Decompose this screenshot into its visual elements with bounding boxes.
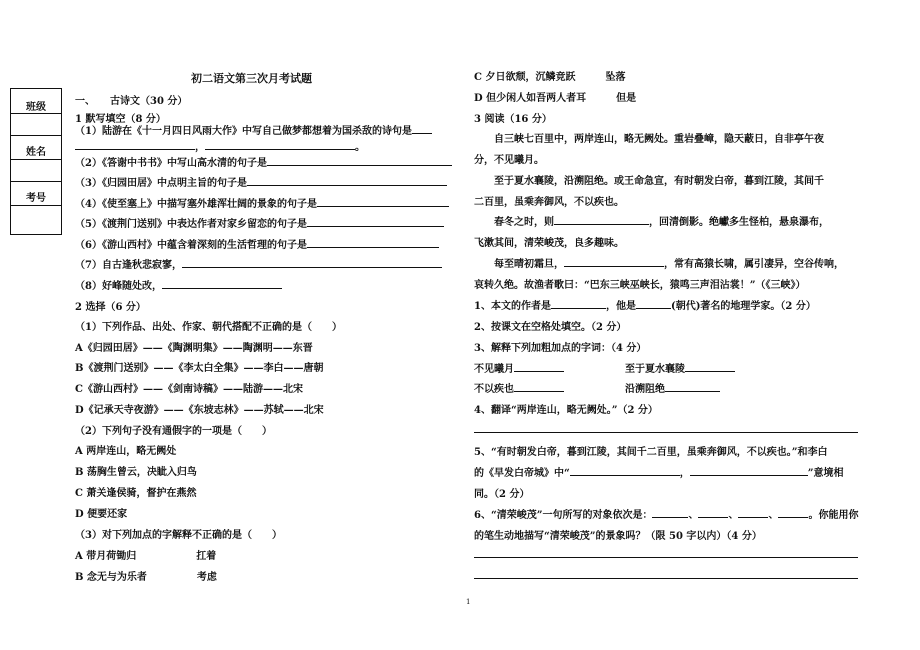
- reading-q6-pre: 6、“清荣峻茂”一句所写的对象依次是：: [474, 510, 653, 521]
- question-3-heading: 3 阅读（16 分）: [474, 114, 552, 125]
- question-1-5: [75, 215, 444, 230]
- answer-blank[interactable]: [551, 297, 606, 309]
- name-field-divider: [11, 181, 61, 182]
- passage-p1-line1: 自三峡七百里中，两岸连山，略无阙处。重岩叠嶂，隐天蔽日，自非亭午夜: [494, 134, 824, 145]
- passage-p4-line1: [494, 255, 844, 270]
- reading-question-1: [474, 297, 816, 312]
- reading-q5-pre: 的《早发白帝城》中“: [474, 468, 570, 479]
- reading-q6-post: 。你能用你: [808, 510, 859, 521]
- answer-line[interactable]: [474, 557, 858, 558]
- answer-blank[interactable]: [564, 255, 664, 267]
- student-info-table: [10, 88, 62, 235]
- question-1-2: [75, 154, 452, 169]
- question-1-2-text: （2）《答谢中书书》中写山高水清的句子是: [75, 158, 267, 169]
- reading-question-5-line3: 同。（2 分）: [474, 489, 530, 500]
- reading-question-5-line2: 的《早发白帝城》中“ ， ”意境相: [474, 464, 844, 479]
- answer-blank[interactable]: [652, 506, 688, 518]
- reading-q3-d-text: 沿溯阻绝: [625, 384, 665, 395]
- question-1-1-cont: ， 。: [75, 138, 365, 153]
- question-2-1: （1）下列作品、出处、作家、朝代搭配不正确的是（ ）: [75, 322, 342, 333]
- reading-q3-b-text: 至于夏水襄陵: [625, 364, 685, 375]
- answer-blank[interactable]: [247, 174, 447, 186]
- page-number: 1: [466, 598, 471, 606]
- answer-blank[interactable]: [412, 122, 432, 134]
- option-2-2-c: C 萧关逢侯骑，督护在燕然: [75, 488, 197, 499]
- answer-blank[interactable]: [75, 138, 195, 150]
- question-1-7: [75, 256, 442, 271]
- option-2-1-d: D《记承天寺夜游》——《东坡志林》——苏轼——北宋: [75, 405, 324, 416]
- answer-blank[interactable]: [307, 215, 444, 227]
- question-1-8-text: （8）好峰随处改，: [75, 281, 162, 292]
- reading-question-2: 2、按课文在空格处填空。（2 分）: [474, 322, 627, 333]
- section-1-heading: 一、 古诗文（30 分）: [75, 96, 188, 107]
- passage-p3-post: ，回清倒影。绝巘多生怪柏，悬泉瀑布，: [649, 217, 829, 228]
- answer-blank[interactable]: [665, 380, 720, 392]
- reading-q1-text-b: ，他是: [605, 301, 636, 312]
- answer-blank[interactable]: [690, 464, 808, 476]
- question-1-4: [75, 195, 449, 210]
- reading-question-6-line2: 的笔生动地描写“清荣峻茂”的景象吗？（限 50 字以内）（4 分）: [474, 531, 762, 542]
- reading-q3-a-text: 不见曦月: [474, 364, 514, 375]
- option-2-3-d: D 但少闲人如吾两人者耳 但是: [474, 93, 637, 104]
- page-title: 初二语文第三次月考试题: [191, 72, 312, 85]
- answer-blank[interactable]: [162, 277, 282, 289]
- reading-q3-item-c: [474, 380, 564, 395]
- reading-q3-item-b: [625, 360, 735, 375]
- answer-blank[interactable]: [778, 506, 808, 518]
- passage-p2-line1: 至于夏水襄陵，沿溯阻绝。或王命急宣，有时朝发白帝，暮到江陵，其间千: [494, 176, 824, 187]
- passage-p4-line2: 哀转久绝。故渔者歌曰：“巴东三峡巫峡长，猿鸣三声泪沾裳！”（《三峡》）: [474, 280, 806, 291]
- question-1-heading: 1 默写填空（8 分）: [75, 114, 166, 125]
- option-2-1-c: C《游山西村》——《剑南诗稿》——陆游——北宋: [75, 384, 303, 395]
- reading-q5-post: ”意境相: [807, 468, 844, 479]
- answer-line[interactable]: [474, 578, 858, 579]
- question-1-6: [75, 236, 439, 251]
- reading-q3-c-text: 不以疾也: [474, 384, 514, 395]
- answer-blank[interactable]: [205, 138, 355, 150]
- option-2-1-a: A《归园田居》——《陶渊明集》——陶渊明——东晋: [75, 343, 313, 354]
- reading-q3-item-d: [625, 380, 720, 395]
- passage-p3-pre: 春冬之时，则: [494, 217, 554, 228]
- answer-blank[interactable]: [182, 256, 442, 268]
- answer-blank[interactable]: [698, 506, 728, 518]
- passage-p2-line2: 二百里，虽乘奔御风，不以疾也。: [474, 197, 624, 208]
- question-1-1: [75, 122, 432, 137]
- option-2-3-b: B 念无与为乐者 考虑: [75, 572, 217, 583]
- option-2-3-c: C 夕日欲颓，沉鳞竞跃 坠落: [474, 72, 626, 83]
- question-2-heading: 2 选择（6 分）: [75, 302, 146, 313]
- option-2-3-a: A 带月荷锄归 扛着: [75, 551, 217, 562]
- question-1-3: [75, 174, 447, 189]
- reading-q1-text-a: 1、本文的作者是: [474, 301, 551, 312]
- answer-blank[interactable]: [554, 213, 649, 225]
- class-divider: [11, 113, 61, 114]
- option-2-2-d: D 便要还家: [75, 509, 128, 520]
- answer-line[interactable]: [474, 432, 858, 433]
- answer-blank[interactable]: [317, 195, 449, 207]
- question-1-3-text: （3）《归园田居》中点明主旨的句子是: [75, 178, 247, 189]
- option-2-2-b: B 荡胸生曾云，决眦入归鸟: [75, 467, 197, 478]
- answer-blank[interactable]: [514, 380, 564, 392]
- answer-blank[interactable]: [514, 360, 564, 372]
- question-1-5-text: （5）《渡荆门送别》中表达作者对家乡留恋的句子是: [75, 219, 307, 230]
- passage-p3-line2: 飞漱其间，清荣峻茂，良多趣味。: [474, 238, 624, 249]
- question-2-2: （2）下列句子没有通假字的一项是（ ）: [75, 426, 272, 437]
- exam-no-label: 考号: [26, 193, 46, 204]
- option-2-1-b: B《渡荆门送别》——《李太白全集》——李白——唐朝: [75, 363, 324, 374]
- question-1-4-text: （4）《使至塞上》中描写塞外雄浑壮阔的景象的句子是: [75, 199, 317, 210]
- answer-blank[interactable]: [570, 464, 680, 476]
- reading-question-5-line1: 5、“有时朝发白帝，暮到江陵，其间千二百里，虽乘奔御风，不以疾也。”和李白: [474, 447, 828, 458]
- question-1-7-text: （7）自古逢秋悲寂寥，: [75, 260, 182, 271]
- reading-question-6-line1: 6、“清荣峻茂”一句所写的对象依次是： 、 、 、 。你能用你: [474, 506, 858, 521]
- question-1-1-text: （1）陆游在《十一月四日风雨大作》中写自己做梦都想着为国杀敌的诗句是: [75, 126, 412, 137]
- reading-q1-text-c: (朝代)著名的地理学家。（2 分）: [670, 301, 816, 312]
- question-1-8: [75, 277, 282, 292]
- passage-p4-pre: 每至晴初霜旦，: [494, 259, 564, 270]
- class-field-divider: [11, 135, 61, 136]
- class-label: 班级: [26, 102, 46, 113]
- passage-p4-post: ，常有高猿长啸，属引凄异，空谷传响，: [664, 259, 844, 270]
- answer-blank[interactable]: [636, 297, 671, 309]
- question-1-6-text: （6）《游山西村》中蕴含着深刻的生活哲理的句子是: [75, 240, 307, 251]
- reading-q3-item-a: [474, 360, 564, 375]
- passage-p1-line2: 分，不见曦月。: [474, 155, 544, 166]
- question-2-3: （3）对下列加点的字解释不正确的是（ ）: [75, 530, 282, 541]
- reading-question-3: 3、解释下列加粗加点的字词：（4 分）: [474, 343, 647, 354]
- option-2-2-a: A 两岸连山，略无阙处: [75, 446, 177, 457]
- answer-blank[interactable]: [685, 360, 735, 372]
- answer-blank[interactable]: [307, 236, 439, 248]
- name-divider: [11, 159, 61, 160]
- answer-blank[interactable]: [267, 154, 452, 166]
- passage-p3-line1: [494, 213, 829, 228]
- reading-question-4: 4、翻译“两岸连山，略无阙处。”（2 分）: [474, 405, 658, 416]
- answer-blank[interactable]: [738, 506, 768, 518]
- name-label: 姓名: [26, 147, 46, 158]
- exam-no-divider: [11, 205, 61, 206]
